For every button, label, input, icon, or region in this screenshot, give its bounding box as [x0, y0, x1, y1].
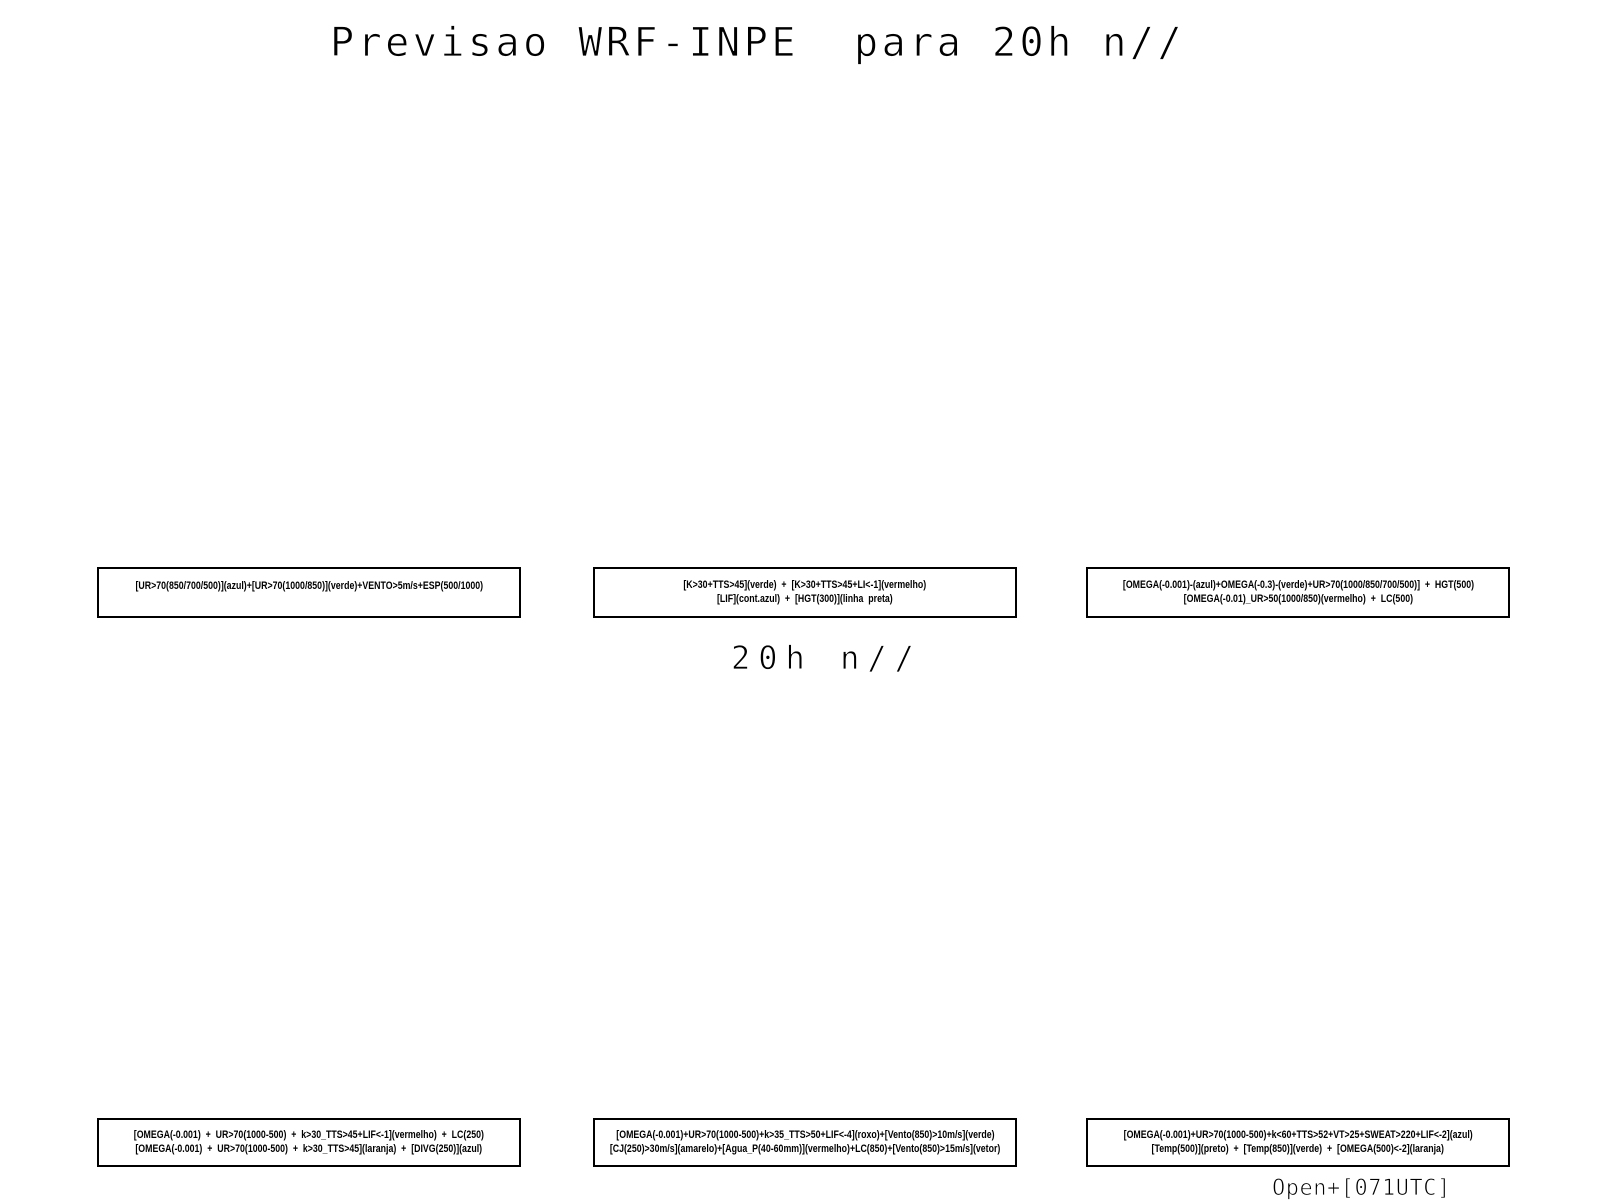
legend-line: [OMEGA(-0.001)+UR>70(1000-500)+k>35_TTS>50+LIF<-4](roxo)+[Vento(850)>10m/s](verde)	[615, 1129, 995, 1141]
legend-line: [UR>70(850/700/500)](azul)+[UR>70(1000/850)](verde)+VENTO>5m/s+ESP(500/1000)	[135, 580, 483, 592]
legend-line: [CJ(250)>30m/s](amarelo)+[Agua_P(40-60mm)](vermelho)+LC(850)+[Vento(850)>15m/s](vetor)	[609, 1143, 1001, 1155]
legend-box-top-middle	[593, 567, 1017, 618]
legend-line: [OMEGA(-0.001)+UR>70(1000-500)+k<60+TTS>52+VT>25+SWEAT>220+LIF<-2](azul)	[1123, 1129, 1473, 1141]
legend-box-bottom-middle	[593, 1118, 1017, 1167]
legend-line: [K>30+TTS>45](verde) + [K>30+TTS>45+LI<-1](vermelho)	[683, 579, 927, 591]
legend-box-bottom-right	[1086, 1118, 1510, 1167]
init-time-label: Open+[071UTC]	[1272, 1176, 1451, 1201]
legend-box-bottom-left	[97, 1118, 521, 1167]
legend-line: [LIF](cont.azul) + [HGT(300)](linha preta)	[717, 593, 893, 605]
forecast-time-label: 20h n//	[731, 639, 922, 677]
page-title: Previsao WRF-INPE para 20h n//	[330, 20, 1186, 66]
legend-box-top-left	[97, 567, 521, 618]
legend-line: [OMEGA(-0.001) + UR>70(1000-500) + k>30_TTS>45+LIF<-1](vermelho) + LC(250)	[133, 1129, 485, 1141]
legend-line: [Temp(500)](preto) + [Temp(850)](verde) + [OMEGA(500)<-2](laranja)	[1151, 1143, 1445, 1155]
legend-line: [OMEGA(-0.001) + UR>70(1000-500) + k>30_TTS>45](laranja) + [DIVG(250)](azul)	[135, 1143, 483, 1155]
legend-box-top-right	[1086, 567, 1510, 618]
legend-line: [OMEGA(-0.01)_UR>50(1000/850)(vermelho) + LC(500)	[1183, 593, 1413, 605]
legend-line: [OMEGA(-0.001)-(azul)+OMEGA(-0.3)-(verde)+UR>70(1000/850/700/500)] + HGT(500)	[1122, 579, 1474, 591]
